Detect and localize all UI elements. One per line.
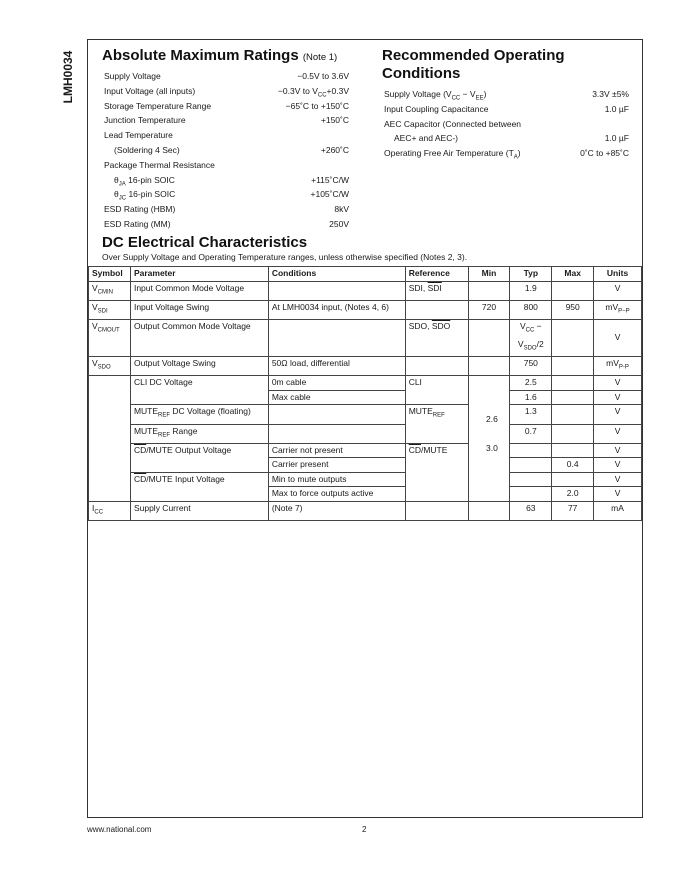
table-row: Max to force outputs active 2.0 V [89, 487, 642, 502]
table-row: CLI DC Voltage 0m cable CLI 2.5 V [89, 376, 642, 391]
col-header: Max [552, 267, 594, 282]
abs-max-row: $\theta_{JA}$ 16-pin SOIC +115˚C/W [114, 174, 349, 188]
dc-table [88, 266, 642, 521]
rec-op-title: Recommended Operating Conditions [382, 47, 565, 82]
table-row: $MUTE_{REF}$ DC Voltage (floating) $MUTE_{REF}$ 1.3 V [89, 405, 642, 424]
min-value-cd-out: 2.6 [486, 414, 498, 424]
table-row: $I_{CC}$ Supply Current (Note 7) 63 77 mA [89, 501, 642, 520]
min-value-cd-in: 3.0 [486, 443, 498, 453]
table-row: Max cable 1.6 V [89, 390, 642, 405]
col-header: Symbol [89, 267, 131, 282]
col-header: Conditions [268, 267, 405, 282]
col-header: Typ [510, 267, 552, 282]
dc-title: DC Electrical Characteristics [102, 234, 308, 251]
table-row: $V_{CMIN}$ Input Common Mode Voltage SDI, $\overline{SDI}$ 1.9 V [89, 281, 642, 300]
rec-op-row: Supply Voltage $(V_{CC} - V_{EE})$ 3.3V ±5% [384, 89, 629, 102]
table-row: $MUTE_{REF}$ Range 0.7 V [89, 424, 642, 443]
table-row: $V_{SDI}$ Input Voltage Swing At LMH0034 input, (Notes 4, 6) 720 800 950 $mV_{P-P}$ [89, 300, 642, 319]
col-header: Units [594, 267, 642, 282]
footer-page-number: 2 [362, 825, 367, 834]
table-row: $\overline{CD}$/MUTE Input Voltage Min to mute outputs V [89, 472, 642, 487]
abs-max-row: $\theta_{JC}$ 16-pin SOIC +105˚C/W [114, 189, 349, 203]
abs-max-row: Input Voltage (all inputs) −0.3V to $V_{CC}+0.3V$ [104, 85, 349, 99]
rec-op-row: Input Coupling Capacitance 1.0 µF [384, 103, 629, 114]
table-row: Carrier present 0.4 V [89, 458, 642, 473]
abs-max-row: Supply Voltage −0.5V to 3.6V [104, 71, 349, 81]
abs-max-row: (Soldering 4 Sec) +260˚C [114, 144, 349, 155]
rec-op-row: AEC Capacitor (Connected between [384, 118, 522, 129]
abs-max-row: Junction Temperature +150˚C [104, 115, 349, 126]
abs-max-note: (Note 1) [302, 52, 338, 63]
abs-max-row: ESD Rating (HBM) 8kV [104, 204, 349, 215]
abs-max-list [104, 69, 349, 232]
rec-op-row: Operating Free Air Temperature $(T_A)$ 0˚C to +85˚C [384, 148, 629, 161]
abs-max-row: Lead Temperature [104, 130, 173, 141]
col-header: Parameter [130, 267, 268, 282]
dc-subtitle: Over Supply Voltage and Operating Temperature ranges, unless otherwise specified (Notes 2, 3). [102, 252, 468, 262]
abs-max-row: Storage Temperature Range −65˚C to +150˚C [104, 100, 349, 111]
col-header: Reference [405, 267, 468, 282]
rec-op-list [384, 87, 629, 161]
rec-op-row: AEC+ and AEC-) 1.0 µF [394, 133, 629, 144]
dc-header-row [89, 267, 642, 282]
side-label: LMH0034 [61, 50, 75, 104]
abs-max-row: Package Thermal Resistance [104, 159, 215, 170]
table-row: $V_{CMOUT}$ Output Common Mode Voltage SDO, $\overline{SDO}$ $V_{CC}$ − $V_{SDO}/2$ V [89, 319, 642, 356]
abs-max-row: ESD Rating (MM) 250V [104, 218, 349, 229]
table-row: $V_{SDO}$ Output Voltage Swing 50Ω load, differential 750 $mV_{P-P}$ [89, 357, 642, 376]
col-header: Min [468, 267, 510, 282]
abs-max-title: Absolute Maximum Ratings (Note 1) [102, 47, 338, 64]
footer-website: www.national.com [87, 825, 152, 834]
table-row: $\overline{CD}$/MUTE Output Voltage Carrier not present $\overline{CD}$/MUTE V [89, 443, 642, 458]
